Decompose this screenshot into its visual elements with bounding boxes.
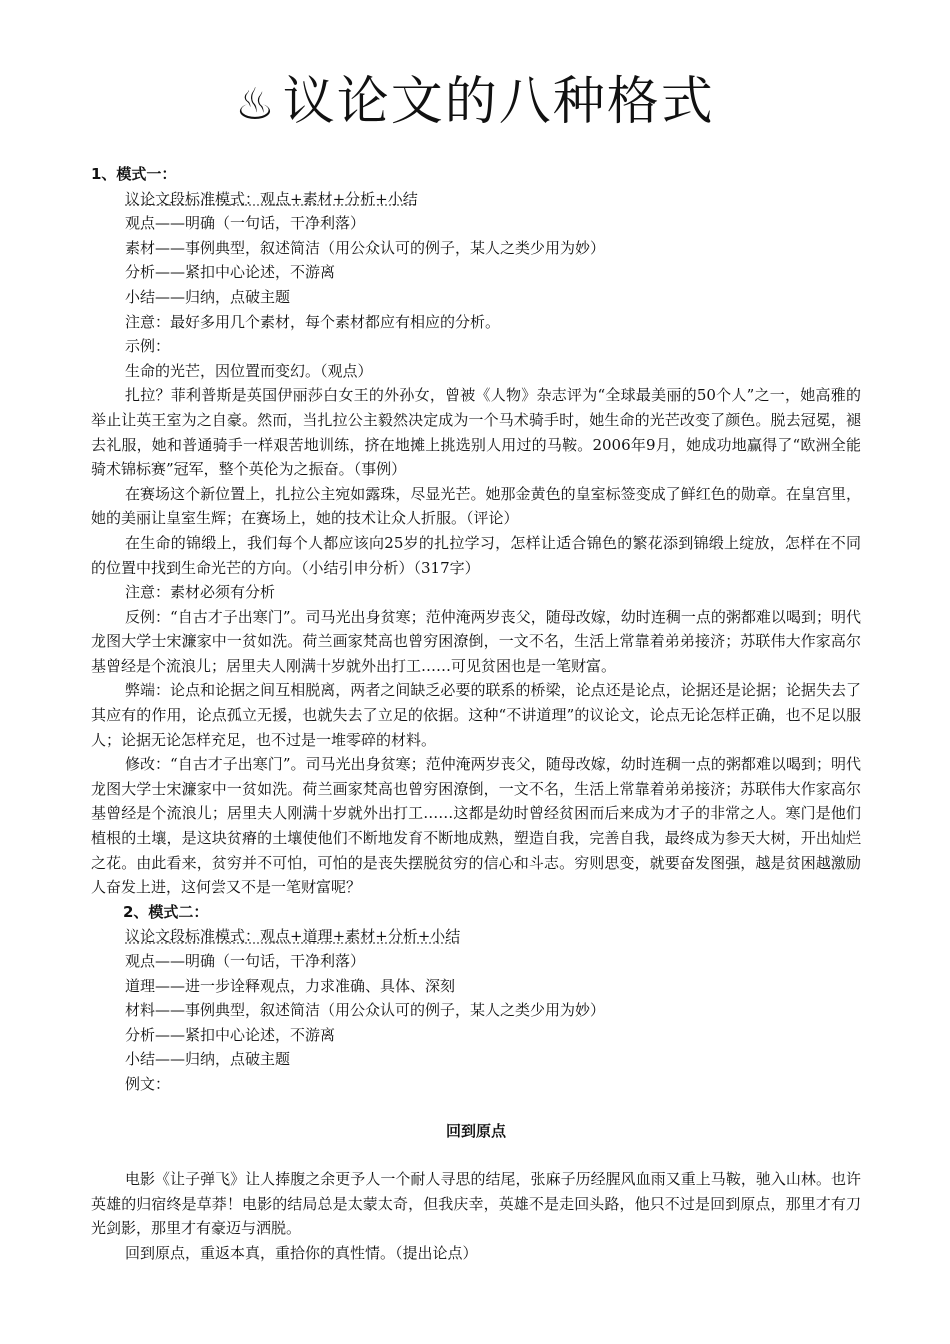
list-item: 材料——事例典型，叙述简洁（用公众认可的例子，某人之类少用为妙） [125,1001,606,1020]
list-item: 分析——紧扣中心论述，不游离 [125,1025,336,1044]
section-heading-1: 1、模式一： [91,165,177,183]
note-line: 注意：最好多用几个素材，每个素材都应有相应的分析。 [125,312,501,331]
example-label: 示例： [125,337,171,356]
paragraph: 修改：“自古才子出寒门”。司马光出身贫寒；范仲淹两岁丧父，随母改嫁，幼时连稠一点的粥都难以喝到；明代龙图大学士宋濂家中一贫如洗。荷兰画家梵高也曾穷困潦倒，一文不名，生活上常靠着弟弟接济；苏联伟大作家高尔基曾经是个流浪儿；居里夫人刚满十岁就外出打工……这都是幼时曾经贫困而后来成为才子的非常之人。寒门是他们植根的土壤，是这块贫瘠的土壤使他们不断地发育不断地成熟，塑造自我，完善自我，最终成为参天大树，开出灿烂之花。由此看来，贫穷并不可怕，可怕的是丧失摆脱贫穷的信心和斗志。穷则思变，就要奋发图强，越是贫困越激励人奋发上进，这何尝又不是一笔财富呢？ [91,755,861,897]
list-item: 素材——事例典型，叙述简洁（用公众认可的例子，某人之类少用为妙） [125,238,606,257]
list-item: 观点——明确（一句话，干净利落） [125,214,366,233]
standard-pattern-line: 议论文段标准模式：观点+素材+分析+小结 [125,189,418,208]
hot-springs-icon: ♨ [235,79,277,130]
essay-paragraph: 回到原点，重返本真，重拾你的真性情。（提出论点） [125,1243,478,1262]
list-item: 分析——紧扣中心论述，不游离 [125,263,336,282]
title-text: 议论文的八种格式 [282,72,715,132]
paragraph: 弊端：论点和论据之间互相脱离，两者之间缺乏必要的联系的桥梁，论点还是论点，论据还是论据；论据失去了其应有的作用，论点孤立无援，也就失去了立足的依据。这种“不讲道理”的议论文，论点无论怎样正确，也不足以服人；论据无论怎样充足，也不过是一堆零碎的材料。 [91,681,861,749]
essay-title: 回到原点 [445,1121,506,1140]
standard-pattern-line: 议论文段标准模式：观点+道理+素材+分析+小结 [125,927,461,946]
essay-paragraph: 电影《让子弹飞》让人捧腹之余更予人一个耐人寻思的结尾，张麻子历经腥风血雨又重上马鞍，驰入山林。也许英雄的归宿终是草莽！电影的结局总是太蒙太奇，但我庆幸，英雄不是走回头路，他只不过是回到原点，那里才有刀光剑影，那里才有豪迈与洒脱。 [91,1170,861,1238]
list-item: 小结——归纳，点破主题 [125,287,291,306]
paragraph: 扎拉？菲利普斯是英国伊丽莎白女王的外孙女，曾被《人物》杂志评为“全球最美丽的50个人”之一，她高雅的举止让英王室为之自豪。然而，当扎拉公主毅然决定成为一个马术骑手时，她生命的光芒改变了颜色。脱去冠冕，褪去礼服，她和普通骑手一样艰苦地训练，挤在地摊上挑选别人用过的马鞍。2006年9月，她成功地赢得了“欧洲全能骑术锦标赛”冠军，整个英伦为之振奋。（事例） [91,386,861,479]
document-title [0,62,950,142]
section-heading-2: 2、模式二： [123,902,209,921]
viewpoint-line: 生命的光芒，因位置而变幻。（观点） [125,361,373,380]
paragraph: 反例：“自古才子出寒门”。司马光出身贫寒；范仲淹两岁丧父，随母改嫁，幼时连稠一点的粥都难以喝到；明代龙图大学士宋濂家中一贫如洗。荷兰画家梵高也曾穷困潦倒，一文不名，生活上常靠着弟弟接济；苏联伟大作家高尔基曾经是个流浪儿；居里夫人刚满十岁就外出打工……可见贫困也是一笔财富。 [91,607,861,675]
list-item: 观点——明确（一句话，干净利落） [125,952,366,970]
list-item: 道理——进一步诠释观点，力求准确、具体、深刻 [125,976,456,995]
document-body [91,162,861,1266]
paragraph: 在赛场这个新位置上，扎拉公主宛如露珠，尽显光芒。她那金黄色的皇室标签变成了鲜红色的勋章。在皇宫里，她的美丽让皇室生辉；在赛场上，她的技术让众人折服。（评论） [91,484,861,528]
note-line: 注意：素材必须有分析 [125,583,276,602]
paragraph: 在生命的锦缎上，我们每个人都应该向25岁的扎拉学习，怎样让适合锦色的繁花添到锦缎上绽放，怎样在不同的位置中找到生命光芒的方向。（小结引申分析）（317字） [91,533,861,577]
list-item: 小结——归纳，点破主题 [125,1050,291,1069]
example-label: 例文： [125,1074,171,1093]
